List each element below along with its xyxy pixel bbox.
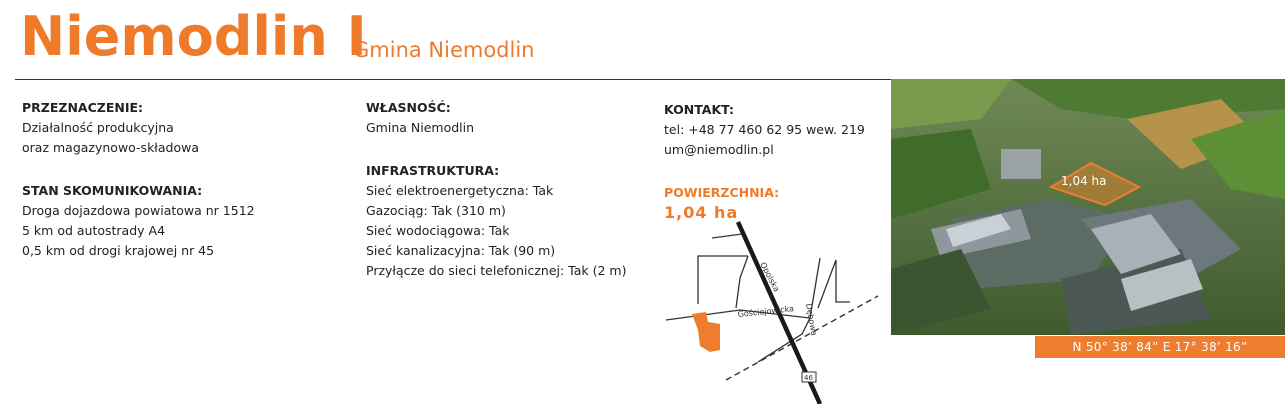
powierzchnia-section (664, 183, 779, 223)
infrastruktura-line: Sieć elektroenergetyczna: Tak (366, 183, 554, 198)
page-subtitle: Gmina Niemodlin (353, 38, 535, 62)
stan-line: 0,5 km od drogi krajowej nr 45 (22, 243, 215, 258)
kontakt-heading: KONTAKT: (664, 102, 734, 117)
powierzchnia-value: 1,04 ha (664, 203, 739, 222)
przeznaczenie-section (22, 98, 199, 158)
stan-section (22, 181, 255, 261)
kontakt-phone[interactable]: tel: +48 77 460 62 95 wew. 219 (664, 122, 865, 137)
map-label-opolska: Opolska (758, 260, 782, 294)
kontakt-section (664, 100, 865, 160)
infrastruktura-line: Sieć kanalizacyjna: Tak (90 m) (366, 243, 556, 258)
stan-line: Droga dojazdowa powiatowa nr 1512 (22, 203, 255, 218)
page-title: Niemodlin I (20, 5, 367, 68)
photo-plot-label: 1,04 ha (1061, 174, 1107, 188)
map-road (818, 260, 850, 308)
stan-heading: STAN SKOMUNIKOWANIA: (22, 183, 203, 198)
wlasnosc-value: Gmina Niemodlin (366, 120, 475, 135)
map-label-debowa: Dębowa (804, 302, 819, 337)
infrastruktura-line: Sieć wodociągowa: Tak (366, 223, 510, 238)
infrastruktura-line: Przyłącze do sieci telefonicznej: Tak (2 m) (366, 263, 627, 278)
map-label-gosciejowicka: Gościejowicka (737, 304, 795, 319)
map-road (736, 256, 748, 308)
aerial-photo (891, 79, 1285, 335)
powierzchnia-heading: POWIERZCHNIA: (664, 185, 780, 200)
location-map (660, 218, 890, 404)
map-road (698, 256, 748, 304)
map-plot-marker (692, 312, 720, 352)
przeznaczenie-heading: PRZEZNACZENIE: (22, 100, 144, 115)
przeznaczenie-line: oraz magazynowo-składowa (22, 140, 199, 155)
wlasnosc-heading: WŁASNOŚĆ: (366, 100, 451, 115)
header-divider (15, 79, 891, 80)
infrastruktura-heading: INFRASTRUKTURA: (366, 163, 500, 178)
kontakt-email[interactable]: um@niemodlin.pl (664, 142, 774, 157)
wlasnosc-section (366, 98, 474, 138)
coordinates-bar: N 50° 38’ 84” E 17° 38’ 16” (1035, 336, 1285, 358)
infrastruktura-line: Gazociąg: Tak (310 m) (366, 203, 506, 218)
stan-line: 5 km od autostrady A4 (22, 223, 166, 238)
infrastruktura-section (366, 161, 626, 281)
przeznaczenie-line: Działalność produkcyjna (22, 120, 174, 135)
map-route-number: 46 (804, 374, 813, 382)
